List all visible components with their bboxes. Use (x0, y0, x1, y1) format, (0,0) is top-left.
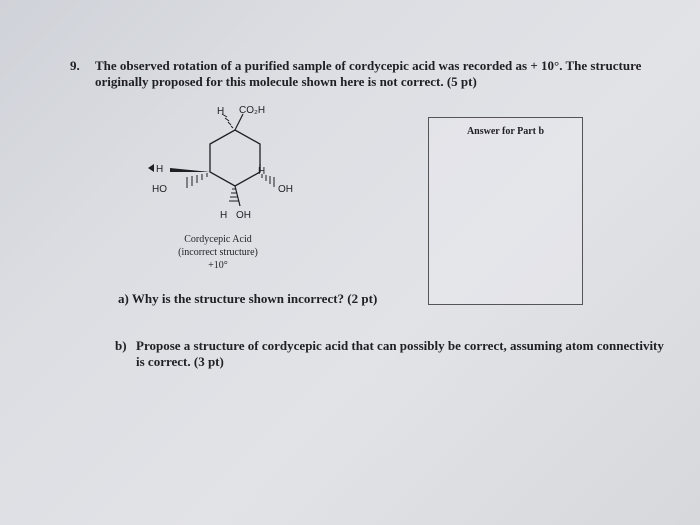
co2h-label: CO₂H (239, 105, 266, 116)
left-arrow-icon (148, 164, 154, 172)
question-line-1: The observed rotation of a purified sample of cordycepic acid was recorded as + 10°. The structure (95, 58, 642, 73)
part-a-label: a) (118, 291, 129, 306)
question-number: 9. (70, 58, 80, 73)
question-emphasis: not (379, 74, 398, 89)
question-text (95, 58, 665, 90)
oh-bottom-label: OH (236, 210, 251, 221)
caption-rotation: +10° (208, 260, 228, 271)
question-line-2-prefix: originally proposed for this molecule shown here is (95, 74, 380, 89)
part-b-question (115, 338, 675, 370)
caption-name: Cordycepic Acid (184, 234, 252, 245)
structure-caption (158, 233, 278, 272)
part-a-text: Why is the structure shown incorrect? (2 pt) (131, 291, 378, 306)
top-h-label: H (217, 106, 225, 117)
question-line-2 (95, 74, 665, 90)
question-line-2-suffix: correct. (5 pt) (397, 74, 477, 89)
answer-box-part-b[interactable] (428, 117, 583, 305)
left-h-label: H (156, 164, 164, 175)
bottom-oh-bond (235, 186, 240, 206)
ho-left-label: HO (152, 184, 167, 195)
cordycepic-acid-structure (140, 100, 300, 230)
part-b-label: b) (115, 338, 127, 353)
co2h-bond (235, 114, 243, 130)
part-b-body (136, 338, 675, 370)
part-b-line-1: Propose a structure of cordycepic acid that can possibly be correct, assuming atom connectivity (136, 338, 664, 353)
part-b-line-2: is correct. (3 pt) (136, 354, 224, 369)
structure-drawing (140, 100, 300, 230)
right-h-label: H (258, 166, 266, 177)
left-wedge-bond (170, 168, 210, 172)
bottom-h-label: H (220, 210, 228, 221)
oh-right-label: OH (278, 184, 293, 195)
left-hashed-bond (187, 173, 207, 188)
caption-note: (incorrect structure) (178, 247, 258, 258)
answer-box-title: Answer for Part b (466, 126, 545, 137)
part-a-question (118, 291, 377, 307)
cyclohexane-ring (210, 130, 260, 186)
